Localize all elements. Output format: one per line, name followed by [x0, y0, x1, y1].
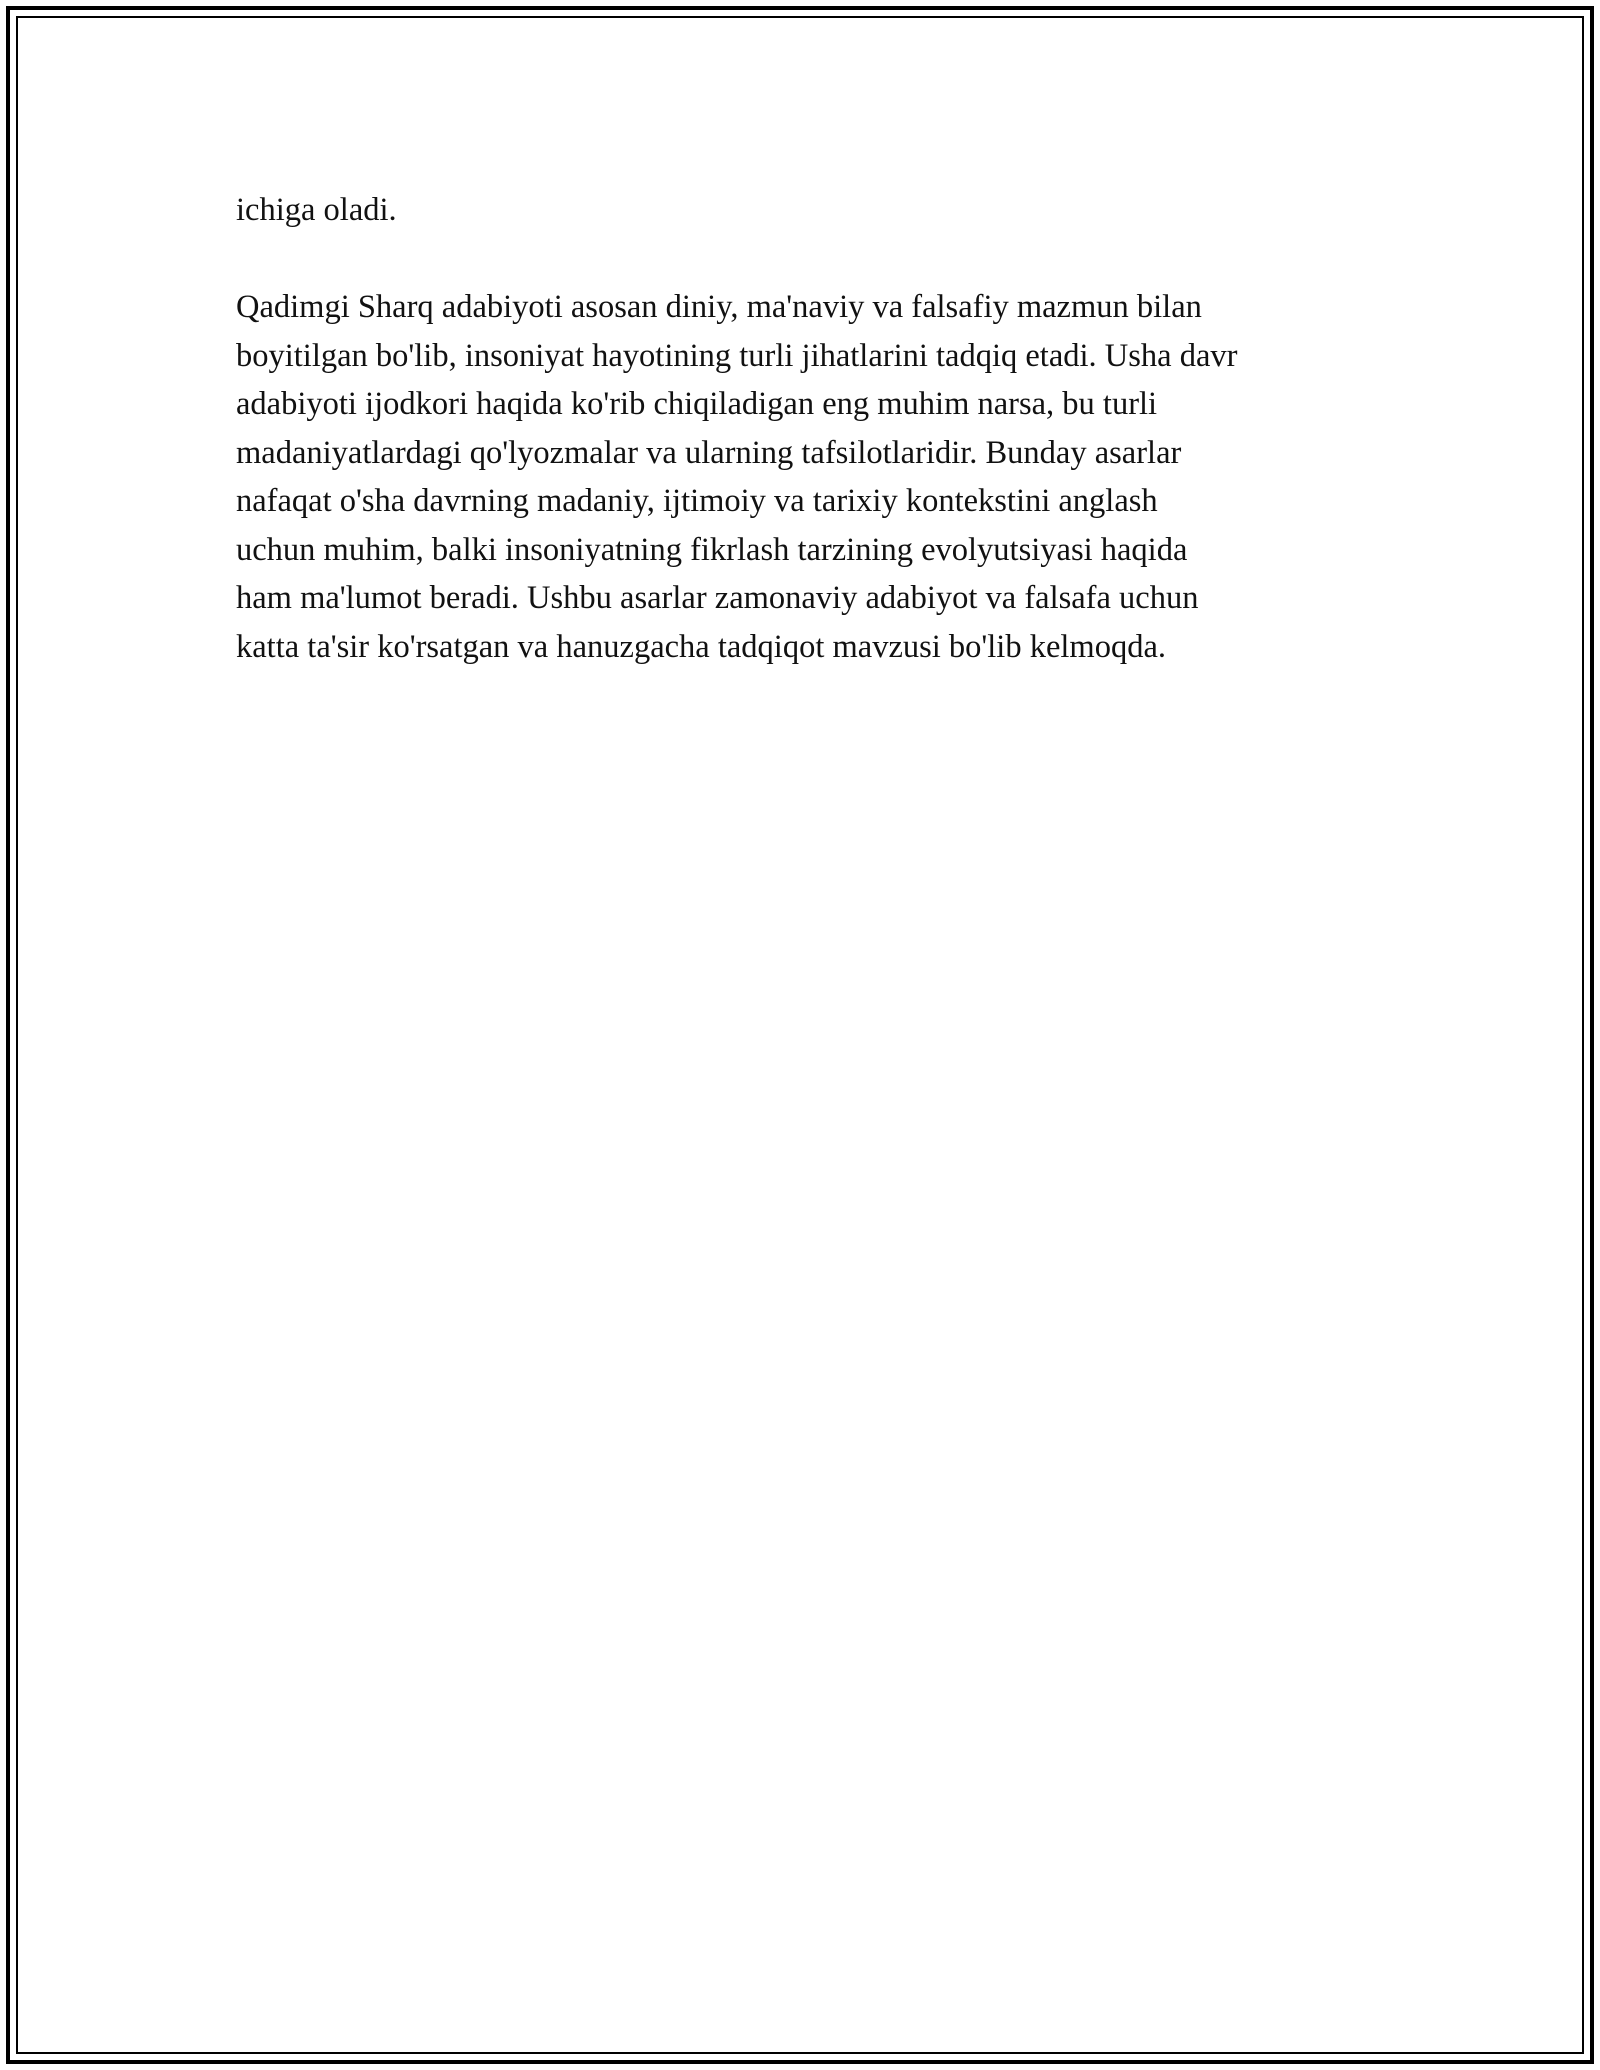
page-content	[236, 186, 1396, 671]
paragraph-gap	[236, 235, 1396, 284]
paragraph-line: Qadimgi Sharq adabiyoti asosan diniy, ma'naviy va falsafiy mazmun bilan	[236, 289, 1202, 325]
continuation-text: ichiga oladi.	[236, 192, 397, 228]
paragraph-line: nafaqat o'sha davrning madaniy, ijtimoiy va tarixiy kontekstini anglash	[236, 483, 1158, 519]
paragraph-line: ham ma'lumot beradi. Ushbu asarlar zamonaviy adabiyot va falsafa uchun	[236, 580, 1199, 616]
paragraph-line: adabiyoti ijodkori haqida ko'rib chiqiladigan eng muhim narsa, bu turli	[236, 386, 1158, 422]
paragraph-line: katta ta'sir ko'rsatgan va hanuzgacha tadqiqot mavzusi bo'lib kelmoqda.	[236, 628, 1166, 665]
paragraph-line: uchun muhim, balki insoniyatning fikrlash tarzining evolyutsiyasi haqida	[236, 531, 1188, 568]
paragraph-line: boyitilgan bo'lib, insoniyat hayotining turli jihatlarini tadqiq etadi. Usha davr	[236, 337, 1238, 374]
paragraph-line: madaniyatlardagi qo'lyozmalar va ularning tafsilotlaridir. Bunday asarlar	[236, 434, 1182, 471]
body-paragraph	[236, 283, 1396, 671]
